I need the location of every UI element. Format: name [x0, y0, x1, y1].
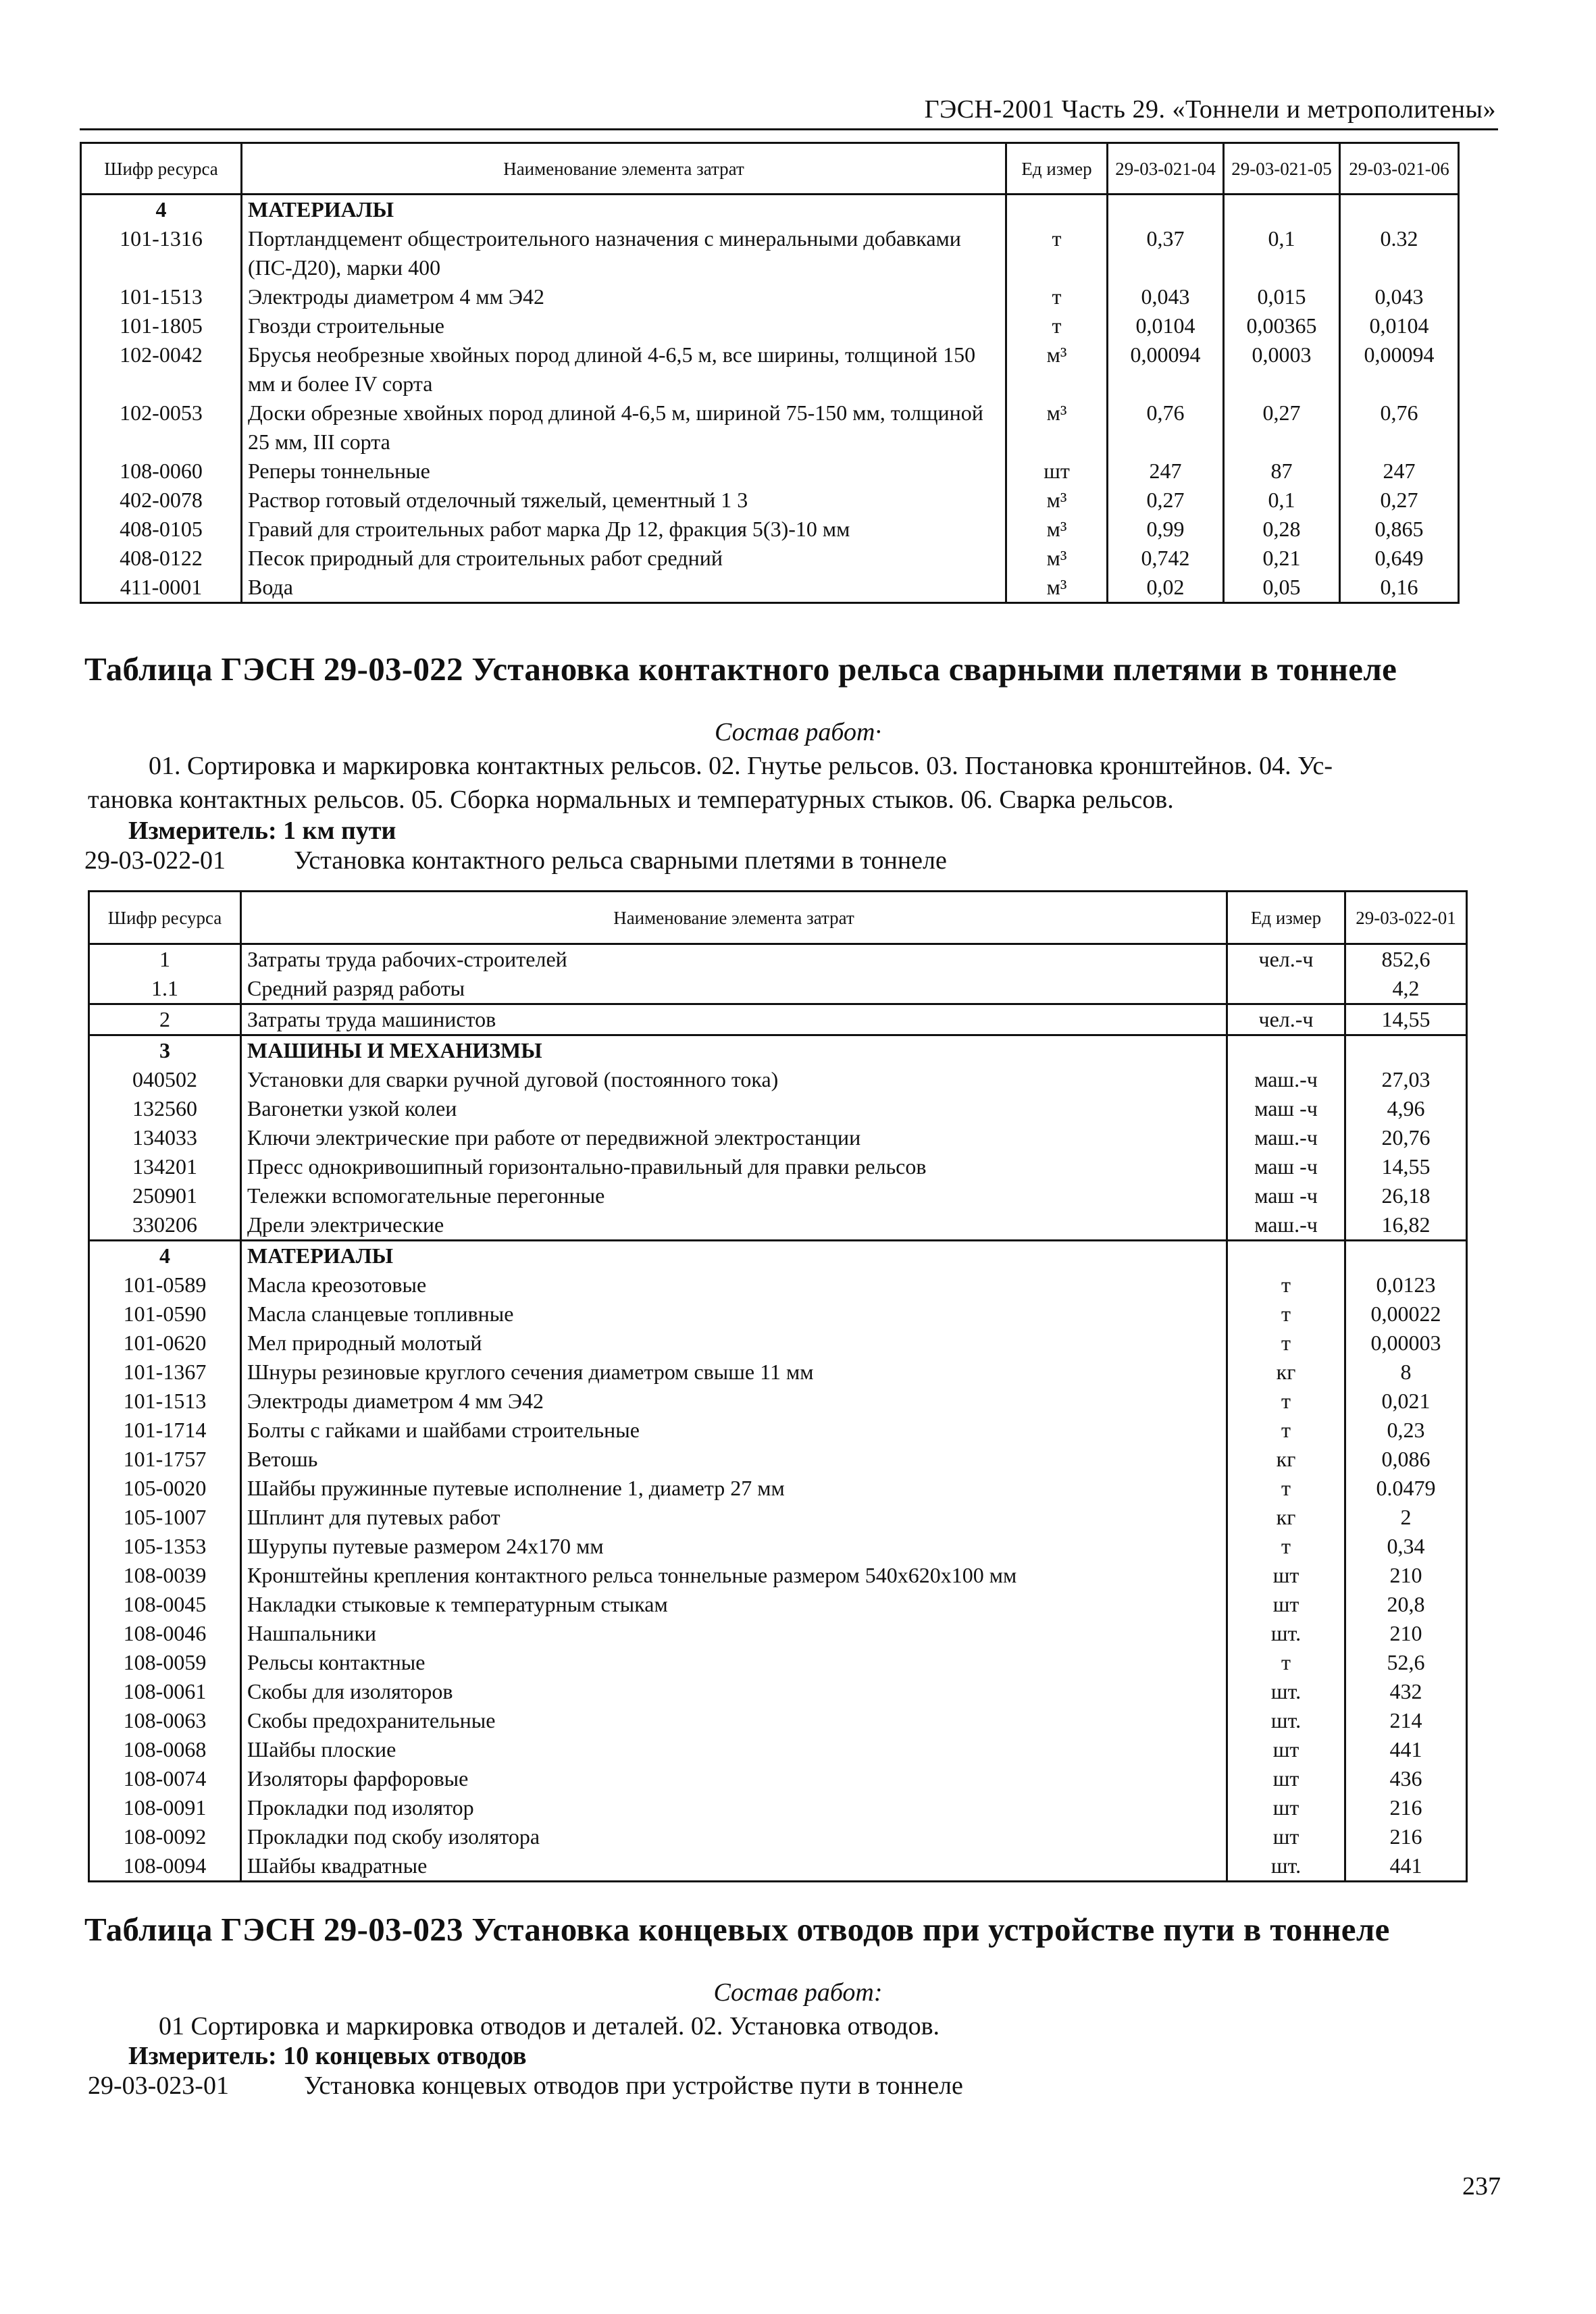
- value-cell: 2: [1345, 1503, 1467, 1532]
- resource-name: Электроды диаметром 4 мм Э42: [241, 1387, 1227, 1416]
- value-cell: 4,96: [1345, 1094, 1467, 1123]
- value-cell: 0,21: [1224, 544, 1340, 573]
- value-cell: 0,742: [1108, 544, 1224, 573]
- resource-code: 040502: [89, 1065, 241, 1094]
- column-header: 29-03-022-01: [1345, 892, 1467, 944]
- value-cell: 27,03: [1345, 1065, 1467, 1094]
- unit-cell: [1227, 1241, 1345, 1271]
- value-cell: 0,0104: [1340, 311, 1459, 340]
- table-row: [81, 573, 1459, 603]
- group-name: МАТЕРИАЛЫ: [242, 195, 1006, 225]
- value-cell: 432: [1345, 1677, 1467, 1706]
- unit-cell: маш.-ч: [1227, 1210, 1345, 1241]
- resources-table-022: [88, 890, 1468, 1882]
- resource-code: 102-0053: [81, 398, 242, 457]
- value-cell: 0,34: [1345, 1532, 1467, 1561]
- resource-code: 108-0074: [89, 1764, 241, 1793]
- table-row: [81, 486, 1459, 515]
- value-cell: 0,00365: [1224, 311, 1340, 340]
- value-cell: 14,55: [1345, 1004, 1467, 1035]
- unit-cell: маш -ч: [1227, 1152, 1345, 1181]
- resource-code: 108-0061: [89, 1677, 241, 1706]
- value-cell: 14,55: [1345, 1152, 1467, 1181]
- table-row: [89, 1677, 1467, 1706]
- resource-code: 101-0590: [89, 1300, 241, 1329]
- unit-cell: т: [1006, 282, 1108, 311]
- measure-unit: Измеритель: 10 концевых отводов: [128, 2042, 527, 2070]
- value-cell: 0,00094: [1108, 340, 1224, 398]
- resource-name: Портландцемент общестроительного назначения с минеральными добавками (ПС-Д20), марки 400: [242, 224, 1006, 282]
- table-row: [89, 1706, 1467, 1735]
- table-row: [89, 1329, 1467, 1358]
- resource-code: 411-0001: [81, 573, 242, 603]
- table-row: [89, 1474, 1467, 1503]
- value-cell: 0,021: [1345, 1387, 1467, 1416]
- value-cell: 0,1: [1224, 224, 1340, 282]
- table-row: [89, 1503, 1467, 1532]
- value-cell: 0.0479: [1345, 1474, 1467, 1503]
- resource-name: Затраты труда машинистов: [241, 1004, 1227, 1035]
- resource-code: 101-0620: [89, 1329, 241, 1358]
- norm-code: 29-03-023-01: [88, 2072, 229, 2100]
- unit-cell: шт.: [1227, 1677, 1345, 1706]
- resource-code: 101-1714: [89, 1416, 241, 1445]
- unit-cell: м³: [1006, 340, 1108, 398]
- resource-code: 101-1316: [81, 224, 242, 282]
- resource-name: Пресс однокривошипный горизонтально-правильный для правки рельсов: [241, 1152, 1227, 1181]
- resource-name: Доски обрезные хвойных пород длиной 4-6,5 м, шириной 75-150 мм, толщиной 25 мм, III сорта: [242, 398, 1006, 457]
- resource-name: Брусья необрезные хвойных пород длиной 4-6,5 м, все ширины, толщиной 150 мм и более IV сорта: [242, 340, 1006, 398]
- resource-code: 105-0020: [89, 1474, 241, 1503]
- value-cell: 0,02: [1108, 573, 1224, 603]
- column-header: Наименование элемента затрат: [242, 143, 1006, 195]
- resource-name: Вагонетки узкой колеи: [241, 1094, 1227, 1123]
- value-cell: 0,27: [1340, 486, 1459, 515]
- value-cell: 0,015: [1224, 282, 1340, 311]
- resource-code: 102-0042: [81, 340, 242, 398]
- value-cell: 247: [1340, 457, 1459, 486]
- unit-cell: шт: [1006, 457, 1108, 486]
- value-cell: 0,00022: [1345, 1300, 1467, 1329]
- resource-name: Песок природный для строительных работ средний: [242, 544, 1006, 573]
- value-cell: 52,6: [1345, 1648, 1467, 1677]
- unit-cell: м³: [1006, 398, 1108, 457]
- resource-code: 101-1367: [89, 1358, 241, 1387]
- value-cell: 0,23: [1345, 1416, 1467, 1445]
- table-row: [81, 224, 1459, 282]
- table-row: [89, 1210, 1467, 1241]
- table-row: [81, 282, 1459, 311]
- resource-name: Накладки стыковые к температурным стыкам: [241, 1590, 1227, 1619]
- value-cell: 26,18: [1345, 1181, 1467, 1210]
- table-row: [89, 1065, 1467, 1094]
- resource-name: Прокладки под скобу изолятора: [241, 1822, 1227, 1851]
- table-row: [89, 1735, 1467, 1764]
- unit-cell: маш.-ч: [1227, 1065, 1345, 1094]
- value-cell: 247: [1108, 457, 1224, 486]
- unit-cell: шт: [1227, 1590, 1345, 1619]
- unit-cell: т: [1227, 1648, 1345, 1677]
- unit-cell: маш -ч: [1227, 1181, 1345, 1210]
- resource-name: Электроды диаметром 4 мм Э42: [242, 282, 1006, 311]
- resource-code: 3: [89, 1035, 241, 1066]
- unit-cell: м³: [1006, 486, 1108, 515]
- value-cell: 210: [1345, 1619, 1467, 1648]
- resource-code: 134033: [89, 1123, 241, 1152]
- resource-name: Масла креозотовые: [241, 1270, 1227, 1300]
- table-row: [89, 1300, 1467, 1329]
- unit-cell: т: [1227, 1300, 1345, 1329]
- page-header: ГЭСН-2001 Часть 29. «Тоннели и метрополитены»: [924, 95, 1496, 124]
- value-cell: 210: [1345, 1561, 1467, 1590]
- table-row: [89, 1152, 1467, 1181]
- unit-cell: м³: [1006, 544, 1108, 573]
- table-row: [89, 1358, 1467, 1387]
- group-row: [89, 1004, 1467, 1035]
- table-row: [81, 544, 1459, 573]
- resource-code: 1.1: [89, 974, 241, 1004]
- resource-code: 101-1805: [81, 311, 242, 340]
- group-row: [81, 195, 1459, 225]
- table-row: [89, 1416, 1467, 1445]
- resource-name: Затраты труда рабочих-строителей: [241, 944, 1227, 975]
- resource-name: Гравий для строительных работ марка Др 12, фракция 5(3)-10 мм: [242, 515, 1006, 544]
- value-cell: 0,043: [1340, 282, 1459, 311]
- value-cell: 852,6: [1345, 944, 1467, 975]
- resource-code: 134201: [89, 1152, 241, 1181]
- unit-cell: т: [1006, 311, 1108, 340]
- column-header: 29-03-021-04: [1108, 143, 1224, 195]
- value-cell: 216: [1345, 1793, 1467, 1822]
- value-cell: 0,27: [1108, 486, 1224, 515]
- table-row: [89, 1764, 1467, 1793]
- value-cell: 0,27: [1224, 398, 1340, 457]
- work-composition-heading: Состав работ:: [713, 1978, 883, 2007]
- resource-name: Шайбы плоские: [241, 1735, 1227, 1764]
- unit-cell: [1227, 974, 1345, 1004]
- resource-name: Реперы тоннельные: [242, 457, 1006, 486]
- table-row: [81, 311, 1459, 340]
- value-cell: 216: [1345, 1822, 1467, 1851]
- unit-cell: шт.: [1227, 1706, 1345, 1735]
- resource-name: Шайбы квадратные: [241, 1851, 1227, 1882]
- unit-cell: шт: [1227, 1735, 1345, 1764]
- resource-name: Кронштейны крепления контактного рельса тоннельные размером 540x620x100 мм: [241, 1561, 1227, 1590]
- group-code: 4: [81, 195, 242, 225]
- unit-cell: чел.-ч: [1227, 944, 1345, 975]
- header-rule: [80, 128, 1498, 130]
- resource-code: 1: [89, 944, 241, 975]
- resource-name: Рельсы контактные: [241, 1648, 1227, 1677]
- table-row: [89, 1094, 1467, 1123]
- resource-name: Скобы для изоляторов: [241, 1677, 1227, 1706]
- norm-name: Установка контактного рельса сварными плетями в тоннеле: [294, 846, 947, 875]
- value-cell: 0,086: [1345, 1445, 1467, 1474]
- table-row: [89, 1590, 1467, 1619]
- value-cell: 441: [1345, 1735, 1467, 1764]
- unit-cell: шт.: [1227, 1851, 1345, 1882]
- unit-cell: т: [1227, 1387, 1345, 1416]
- norm-code-line: [88, 2071, 963, 2101]
- resource-code: 108-0068: [89, 1735, 241, 1764]
- unit-cell: т: [1227, 1532, 1345, 1561]
- unit-cell: кг: [1227, 1358, 1345, 1387]
- unit-cell: кг: [1227, 1503, 1345, 1532]
- unit-cell: шт: [1227, 1764, 1345, 1793]
- group-row: [89, 944, 1467, 975]
- unit-cell: т: [1227, 1270, 1345, 1300]
- norm-code: 29-03-022-01: [84, 846, 226, 875]
- section-title-023: Таблица ГЭСН 29-03-023 Установка концевых отводов при устройстве пути в тоннеле: [84, 1911, 1390, 1948]
- work-composition-line: 01. Сортировка и маркировка контактных рельсов. 02. Гнутье рельсов. 03. Постановка кронштейнов. 04. Ус-: [149, 752, 1333, 780]
- resource-name: Дрели электрические: [241, 1210, 1227, 1241]
- resource-name: Ключи электрические при работе от передвижной электростанции: [241, 1123, 1227, 1152]
- resource-code: 132560: [89, 1094, 241, 1123]
- value-cell: 0,043: [1108, 282, 1224, 311]
- resource-code: 108-0059: [89, 1648, 241, 1677]
- value-cell: 16,82: [1345, 1210, 1467, 1241]
- resource-name: Скобы предохранительные: [241, 1706, 1227, 1735]
- section-title-022: Таблица ГЭСН 29-03-022 Установка контактного рельса сварными плетями в тоннеле: [84, 650, 1397, 688]
- table-row: [89, 1851, 1467, 1882]
- materials-table-021: [80, 142, 1460, 604]
- value-cell: 4,2: [1345, 974, 1467, 1004]
- resource-code: 108-0045: [89, 1590, 241, 1619]
- table-row: [89, 974, 1467, 1004]
- resource-name: Нашпальники: [241, 1619, 1227, 1648]
- unit-cell: шт: [1227, 1793, 1345, 1822]
- unit-cell: т: [1227, 1416, 1345, 1445]
- column-header: Наименование элемента затрат: [241, 892, 1227, 944]
- value-cell: 0,76: [1340, 398, 1459, 457]
- unit-cell: шт: [1227, 1561, 1345, 1590]
- unit-cell: м³: [1006, 573, 1108, 603]
- resource-code: 250901: [89, 1181, 241, 1210]
- table-row: [89, 1619, 1467, 1648]
- resource-code: 101-1757: [89, 1445, 241, 1474]
- resource-code: 108-0046: [89, 1619, 241, 1648]
- table-row: [89, 1793, 1467, 1822]
- column-header: 29-03-021-05: [1224, 143, 1340, 195]
- value-cell: 0,76: [1108, 398, 1224, 457]
- work-composition-line: тановка контактных рельсов. 05. Сборка нормальных и температурных стыков. 06. Сварка рельсов.: [88, 786, 1174, 814]
- value-cell: 0,05: [1224, 573, 1340, 603]
- resource-name: Ветошь: [241, 1445, 1227, 1474]
- resource-code: 108-0039: [89, 1561, 241, 1590]
- column-header: Шифр ресурса: [81, 143, 242, 195]
- resource-code: 402-0078: [81, 486, 242, 515]
- resource-code: 4: [89, 1241, 241, 1271]
- resource-name: Болты с гайками и шайбами строительные: [241, 1416, 1227, 1445]
- resource-name: Средний разряд работы: [241, 974, 1227, 1004]
- table-row: [89, 1270, 1467, 1300]
- resource-code: 108-0094: [89, 1851, 241, 1882]
- resource-name: МАШИНЫ И МЕХАНИЗМЫ: [241, 1035, 1227, 1066]
- resource-code: 101-0589: [89, 1270, 241, 1300]
- value-cell: 20,8: [1345, 1590, 1467, 1619]
- page-number: 237: [1462, 2172, 1501, 2201]
- norm-name: Установка концевых отводов при устройстве пути в тоннеле: [304, 2072, 963, 2100]
- resource-name: Масла сланцевые топливные: [241, 1300, 1227, 1329]
- resource-name: МАТЕРИАЛЫ: [241, 1241, 1227, 1271]
- norm-code-line: [84, 846, 947, 875]
- resource-code: 408-0105: [81, 515, 242, 544]
- resource-name: Изоляторы фарфоровые: [241, 1764, 1227, 1793]
- resource-name: Тележки вспомогательные перегонные: [241, 1181, 1227, 1210]
- value-cell: 214: [1345, 1706, 1467, 1735]
- resource-name: Гвозди строительные: [242, 311, 1006, 340]
- value-cell: 0,99: [1108, 515, 1224, 544]
- table-row: [81, 457, 1459, 486]
- table-row: [89, 1387, 1467, 1416]
- unit-cell: [1227, 1035, 1345, 1066]
- resource-code: 2: [89, 1004, 241, 1035]
- resource-code: 105-1353: [89, 1532, 241, 1561]
- table-row: [89, 1822, 1467, 1851]
- group-row: [89, 1035, 1467, 1066]
- resource-code: 330206: [89, 1210, 241, 1241]
- resource-code: 101-1513: [89, 1387, 241, 1416]
- value-cell: 87: [1224, 457, 1340, 486]
- table-row: [81, 515, 1459, 544]
- value-cell: 8: [1345, 1358, 1467, 1387]
- value-cell: 0,865: [1340, 515, 1459, 544]
- value-cell: 0,0123: [1345, 1270, 1467, 1300]
- work-composition-heading: Состав работ·: [715, 718, 881, 746]
- value-cell: 0,0104: [1108, 311, 1224, 340]
- unit-cell: шт.: [1227, 1619, 1345, 1648]
- value-cell: 0,37: [1108, 224, 1224, 282]
- table-row: [81, 398, 1459, 457]
- unit-cell: кг: [1227, 1445, 1345, 1474]
- table-row: [81, 340, 1459, 398]
- table-row: [89, 1123, 1467, 1152]
- value-cell: 0,00003: [1345, 1329, 1467, 1358]
- measure-unit: Измеритель: 1 км пути: [128, 817, 396, 845]
- resource-name: Мел природный молотый: [241, 1329, 1227, 1358]
- resource-name: Раствор готовый отделочный тяжелый, цементный 1 3: [242, 486, 1006, 515]
- value-cell: 0.32: [1340, 224, 1459, 282]
- value-cell: [1345, 1241, 1467, 1271]
- resource-code: 101-1513: [81, 282, 242, 311]
- value-cell: 441: [1345, 1851, 1467, 1882]
- table-row: [89, 1445, 1467, 1474]
- resource-name: Шнуры резиновые круглого сечения диаметром свыше 11 мм: [241, 1358, 1227, 1387]
- resource-code: 108-0092: [89, 1822, 241, 1851]
- resource-code: 105-1007: [89, 1503, 241, 1532]
- unit-cell: маш.-ч: [1227, 1123, 1345, 1152]
- resource-name: Шайбы пружинные путевые исполнение 1, диаметр 27 мм: [241, 1474, 1227, 1503]
- resource-name: Установки для сварки ручной дуговой (постоянного тока): [241, 1065, 1227, 1094]
- resource-name: Прокладки под изолятор: [241, 1793, 1227, 1822]
- value-cell: [1345, 1035, 1467, 1066]
- unit-cell: т: [1006, 224, 1108, 282]
- table-row: [89, 1181, 1467, 1210]
- column-header: Ед измер: [1006, 143, 1108, 195]
- value-cell: 0,1: [1224, 486, 1340, 515]
- value-cell: 0,649: [1340, 544, 1459, 573]
- resource-code: 108-0091: [89, 1793, 241, 1822]
- value-cell: 0,28: [1224, 515, 1340, 544]
- unit-cell: чел.-ч: [1227, 1004, 1345, 1035]
- unit-cell: т: [1227, 1329, 1345, 1358]
- column-header: Шифр ресурса: [89, 892, 241, 944]
- table-row: [89, 1648, 1467, 1677]
- table-row: [89, 1561, 1467, 1590]
- unit-cell: маш -ч: [1227, 1094, 1345, 1123]
- resource-name: Вода: [242, 573, 1006, 603]
- unit-cell: т: [1227, 1474, 1345, 1503]
- group-row: [89, 1241, 1467, 1271]
- value-cell: 0,0003: [1224, 340, 1340, 398]
- resource-code: 408-0122: [81, 544, 242, 573]
- column-header: 29-03-021-06: [1340, 143, 1459, 195]
- work-composition-line: 01 Сортировка и маркировка отводов и деталей. 02. Установка отводов.: [159, 2012, 940, 2040]
- value-cell: 20,76: [1345, 1123, 1467, 1152]
- unit-cell: шт: [1227, 1822, 1345, 1851]
- resource-name: Шплинт для путевых работ: [241, 1503, 1227, 1532]
- column-header: Ед измер: [1227, 892, 1345, 944]
- table-row: [89, 1532, 1467, 1561]
- value-cell: 0,16: [1340, 573, 1459, 603]
- resource-code: 108-0060: [81, 457, 242, 486]
- value-cell: 0,00094: [1340, 340, 1459, 398]
- value-cell: 436: [1345, 1764, 1467, 1793]
- resource-name: Шурупы путевые размером 24x170 мм: [241, 1532, 1227, 1561]
- unit-cell: м³: [1006, 515, 1108, 544]
- resource-code: 108-0063: [89, 1706, 241, 1735]
